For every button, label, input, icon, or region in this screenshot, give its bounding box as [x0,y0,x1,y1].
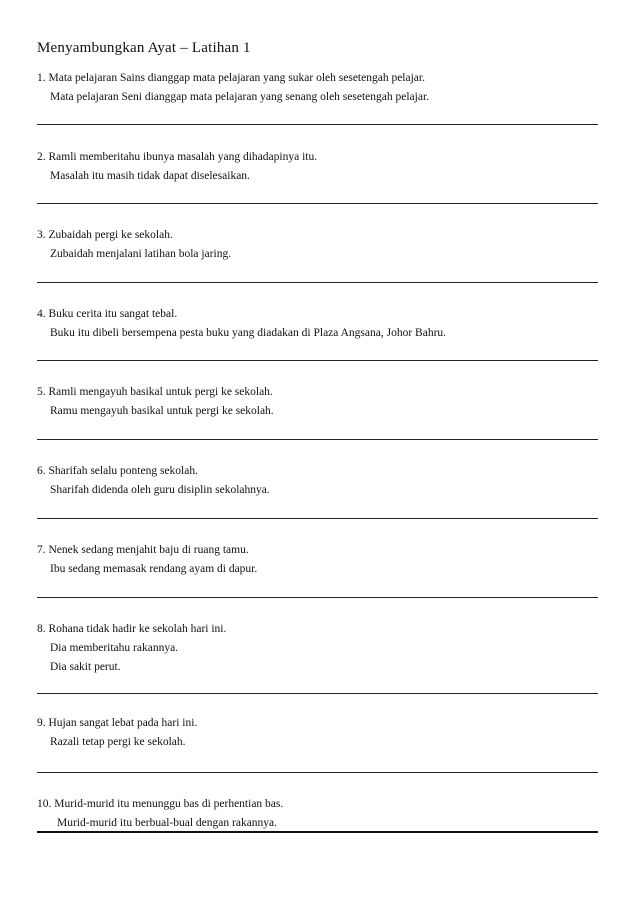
question-sentence: Dia memberitahu rakannya. [50,642,179,654]
question-line [37,795,283,814]
answer-line [37,597,598,598]
question-5 [37,383,274,421]
question-1 [37,69,429,107]
question-sentence: Ramli memberitahu ibunya masalah yang dihadapinya itu. [48,151,318,163]
question-sentence: Ibu sedang memasak rendang ayam di dapur. [50,563,258,575]
question-number: 4. [37,308,46,320]
question-sentence: Murid-murid itu menunggu bas di perhentian bas. [54,798,284,810]
question-7 [37,541,257,579]
question-number: 5. [37,386,46,398]
question-line [37,462,270,481]
question-number: 6. [37,465,46,477]
question-number: 7. [37,544,46,556]
answer-line [37,831,598,833]
answer-line [37,203,598,204]
question-number: 10. [37,798,52,810]
question-4 [37,305,446,343]
question-sentence: Ramu mengayuh basikal untuk pergi ke sekolah. [50,405,274,417]
question-sentence: Mata pelajaran Sains dianggap mata pelajaran yang sukar oleh sesetengah pelajar. [48,72,425,84]
question-number: 8. [37,623,46,635]
question-sentence: Mata pelajaran Seni dianggap mata pelajaran yang senang oleh sesetengah pelajar. [50,91,430,103]
question-sentence: Buku cerita itu sangat tebal. [48,308,178,320]
question-9 [37,714,197,752]
question-sentence: Sharifah selalu ponteng sekolah. [48,465,198,477]
answer-line [37,439,598,440]
question-sentence: Razali tetap pergi ke sekolah. [50,736,186,748]
question-line [37,541,257,560]
question-line [37,620,226,639]
question-sentence: Nenek sedang menjahit baju di ruang tamu. [48,544,249,556]
question-line [37,148,317,167]
question-8 [37,620,226,677]
answer-line [37,360,598,361]
answer-line [37,124,598,125]
question-6 [37,462,270,500]
question-sentence: Buku itu dibeli bersempena pesta buku yang diadakan di Plaza Angsana, Johor Bahru. [50,327,447,339]
answer-line [37,518,598,519]
question-10 [37,795,283,833]
question-sentence: Dia sakit perut. [50,661,121,673]
answer-line [37,772,598,773]
question-line [37,226,231,245]
question-sentence: Hujan sangat lebat pada hari ini. [48,717,198,729]
question-3 [37,226,231,264]
answer-line [37,282,598,283]
question-line [37,383,274,402]
question-2 [37,148,317,186]
question-number: 2. [37,151,46,163]
question-sentence: Ramli mengayuh basikal untuk pergi ke sekolah. [48,386,273,398]
question-line [37,714,197,733]
question-sentence: Rohana tidak hadir ke sekolah hari ini. [48,623,227,635]
worksheet-title: Menyambungkan Ayat – Latihan 1 [37,40,251,56]
question-line [37,305,446,324]
question-sentence: Sharifah didenda oleh guru disiplin sekolahnya. [50,484,270,496]
question-number: 3. [37,229,46,241]
question-sentence: Zubaidah menjalani latihan bola jaring. [50,248,232,260]
question-sentence: Zubaidah pergi ke sekolah. [48,229,173,241]
question-sentence: Murid-murid itu berbual-bual dengan rakannya. [57,817,278,829]
question-sentence: Masalah itu masih tidak dapat diselesaikan. [50,170,250,182]
answer-line [37,693,598,694]
question-number: 1. [37,72,46,84]
question-line [37,69,429,88]
question-number: 9. [37,717,46,729]
